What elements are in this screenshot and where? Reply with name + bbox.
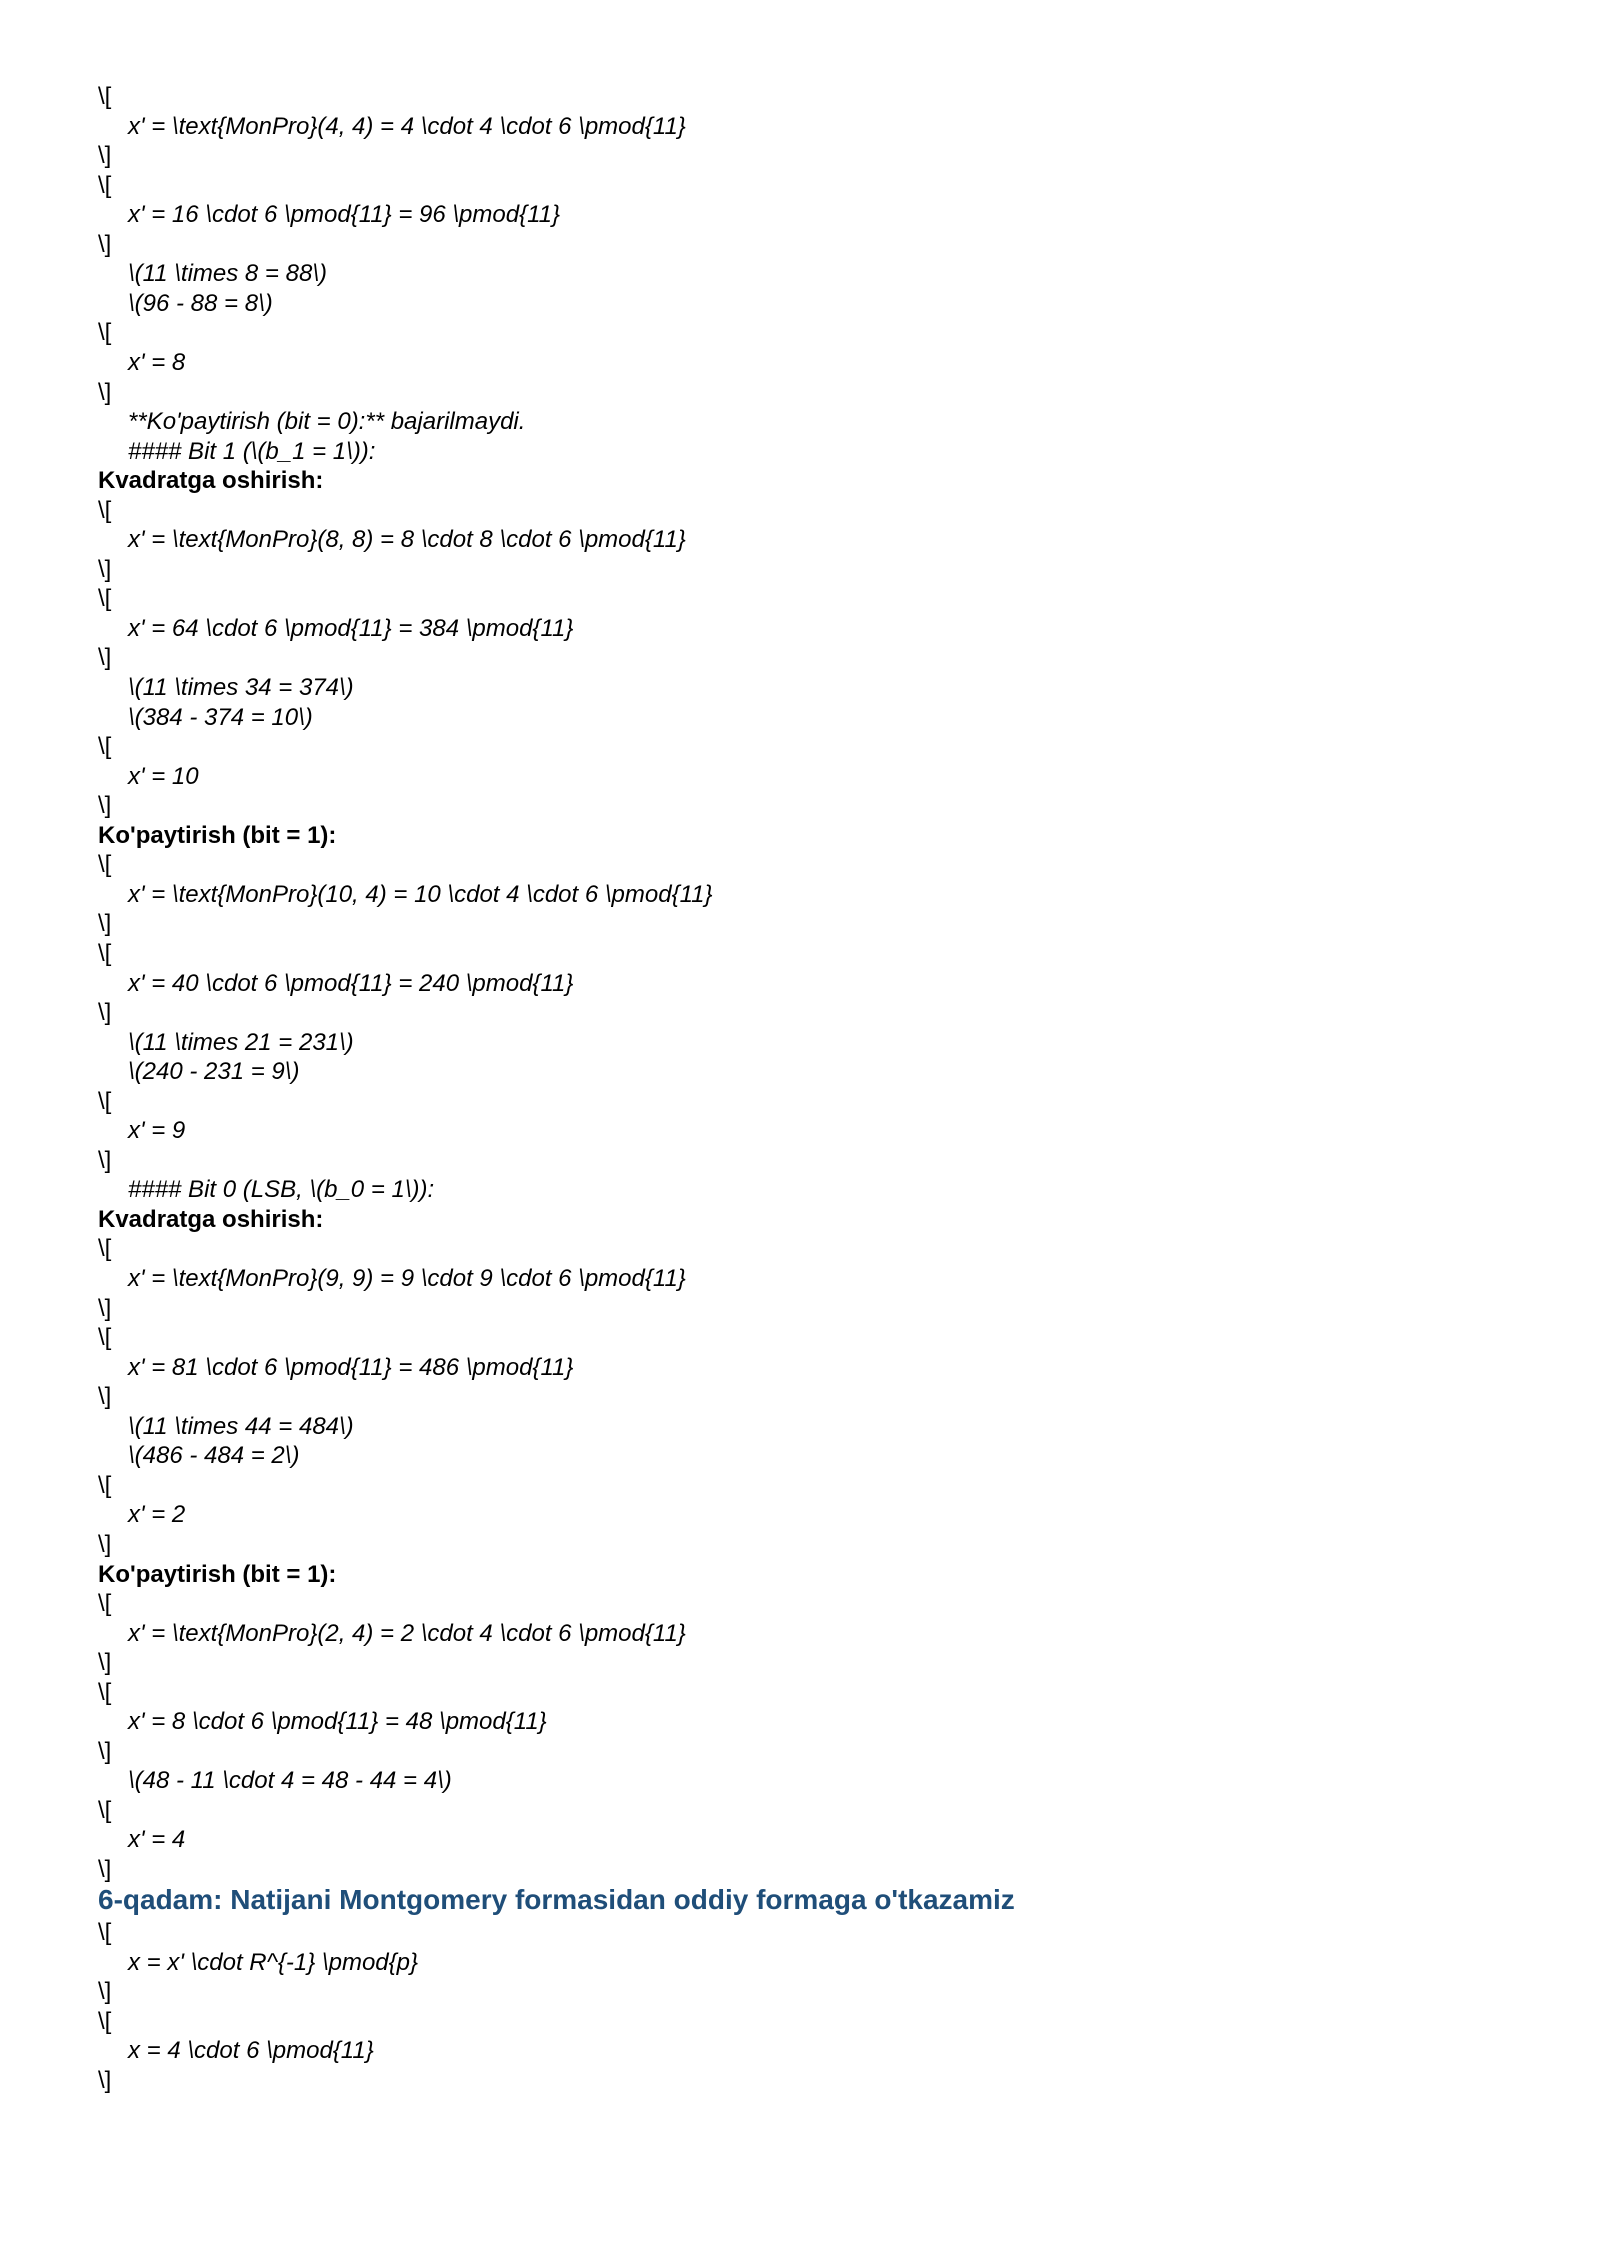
latex-delimiter: \[ [98, 83, 112, 110]
math-line: x' = 10 [128, 762, 199, 790]
math-line: x' = 16 \cdot 6 \pmod{11} = 96 \pmod{11} [128, 201, 561, 229]
bold-label: Ko'paytirish (bit = 1): [98, 1560, 337, 1588]
text-line: **Ko'paytirish (bit = 0):** bajarilmaydi. [128, 408, 526, 436]
latex-delimiter: \] [98, 1978, 112, 2006]
math-line: x' = 9 [128, 1117, 186, 1145]
latex-delimiter: \[ [98, 1796, 112, 1824]
latex-delimiter: \[ [98, 939, 112, 967]
math-line: \(384 - 374 = 10\) [128, 703, 313, 731]
math-line: x' = 2 [128, 1501, 186, 1529]
latex-delimiter: \] [98, 142, 112, 170]
latex-delimiter: \] [98, 1146, 112, 1174]
latex-delimiter: \[ [98, 851, 112, 879]
latex-delimiter: \] [98, 2066, 112, 2094]
latex-delimiter: \] [98, 910, 112, 938]
math-line: x' = \text{MonPro}(9, 9) = 9 \cdot 9 \cdot 6 \pmod{11} [128, 1265, 686, 1292]
bold-label: Ko'paytirish (bit = 1): [98, 821, 337, 849]
math-line: x' = 81 \cdot 6 \pmod{11} = 486 \pmod{11} [128, 1353, 574, 1381]
latex-delimiter: \[ [98, 496, 112, 524]
math-line: x' = 40 \cdot 6 \pmod{11} = 240 \pmod{11} [128, 969, 574, 997]
math-line: \(11 \times 44 = 484\) [128, 1412, 354, 1440]
latex-delimiter: \[ [98, 171, 112, 199]
math-line: x = x' \cdot R^{-1} \pmod{p} [128, 1948, 419, 1976]
math-line: \(486 - 484 = 2\) [128, 1442, 300, 1470]
text-line: #### Bit 1 (\(b_1 = 1\)): [128, 437, 376, 465]
latex-delimiter: \] [98, 555, 112, 583]
bold-label: Kvadratga oshirish: [98, 467, 324, 495]
math-line: x' = 8 \cdot 6 \pmod{11} = 48 \pmod{11} [128, 1708, 547, 1736]
latex-delimiter: \[ [98, 1235, 112, 1263]
latex-delimiter: \[ [98, 319, 112, 347]
latex-delimiter: \[ [98, 1919, 112, 1947]
math-line: \(11 \times 21 = 231\) [128, 1028, 354, 1056]
math-line: \(240 - 231 = 9\) [128, 1058, 300, 1086]
latex-delimiter: \] [98, 1649, 112, 1677]
math-line: x' = \text{MonPro}(10, 4) = 10 \cdot 4 \cdot 6 \pmod{11} [128, 880, 713, 908]
latex-delimiter: \] [98, 1294, 112, 1322]
math-line: \(96 - 88 = 8\) [128, 289, 273, 317]
math-line: x' = \text{MonPro}(4, 4) = 4 \cdot 4 \cdot 6 \pmod{11} [128, 112, 686, 140]
latex-delimiter: \] [98, 378, 112, 406]
math-line: x' = \text{MonPro}(8, 8) = 8 \cdot 8 \cdot 6 \pmod{11} [128, 526, 686, 554]
bold-label: Kvadratga oshirish: [98, 1205, 324, 1233]
latex-delimiter: \[ [98, 2007, 112, 2035]
math-line: x' = 64 \cdot 6 \pmod{11} = 384 \pmod{11} [128, 614, 574, 642]
latex-delimiter: \[ [98, 1678, 112, 1706]
latex-delimiter: \[ [98, 1471, 112, 1499]
latex-delimiter: \] [98, 230, 112, 258]
math-line: \(11 \times 34 = 374\) [128, 674, 354, 701]
text-line: #### Bit 0 (LSB, \(b_0 = 1\)): [128, 1176, 435, 1204]
math-line: x = 4 \cdot 6 \pmod{11} [128, 2037, 374, 2065]
latex-delimiter: \[ [98, 1087, 112, 1115]
math-line: x' = 8 [128, 348, 186, 376]
math-line: \(11 \times 8 = 88\) [128, 260, 327, 288]
latex-delimiter: \] [98, 1530, 112, 1558]
math-line: x' = \text{MonPro}(2, 4) = 2 \cdot 4 \cdot 6 \pmod{11} [128, 1619, 686, 1647]
latex-delimiter: \] [98, 1383, 112, 1411]
latex-delimiter: \] [98, 792, 112, 820]
latex-delimiter: \] [98, 1737, 112, 1765]
section-heading: 6-qadam: Natijani Montgomery formasidan oddiy formaga o'tkazamiz [98, 1883, 1015, 1915]
latex-delimiter: \] [98, 999, 112, 1027]
math-line: x' = 4 [128, 1826, 186, 1854]
latex-delimiter: \] [98, 644, 112, 672]
latex-delimiter: \] [98, 1856, 112, 1883]
latex-delimiter: \[ [98, 585, 112, 613]
math-line: \(48 - 11 \cdot 4 = 48 - 44 = 4\) [128, 1767, 452, 1795]
latex-delimiter: \[ [98, 733, 112, 761]
latex-delimiter: \[ [98, 1324, 112, 1352]
latex-delimiter: \[ [98, 1590, 112, 1618]
